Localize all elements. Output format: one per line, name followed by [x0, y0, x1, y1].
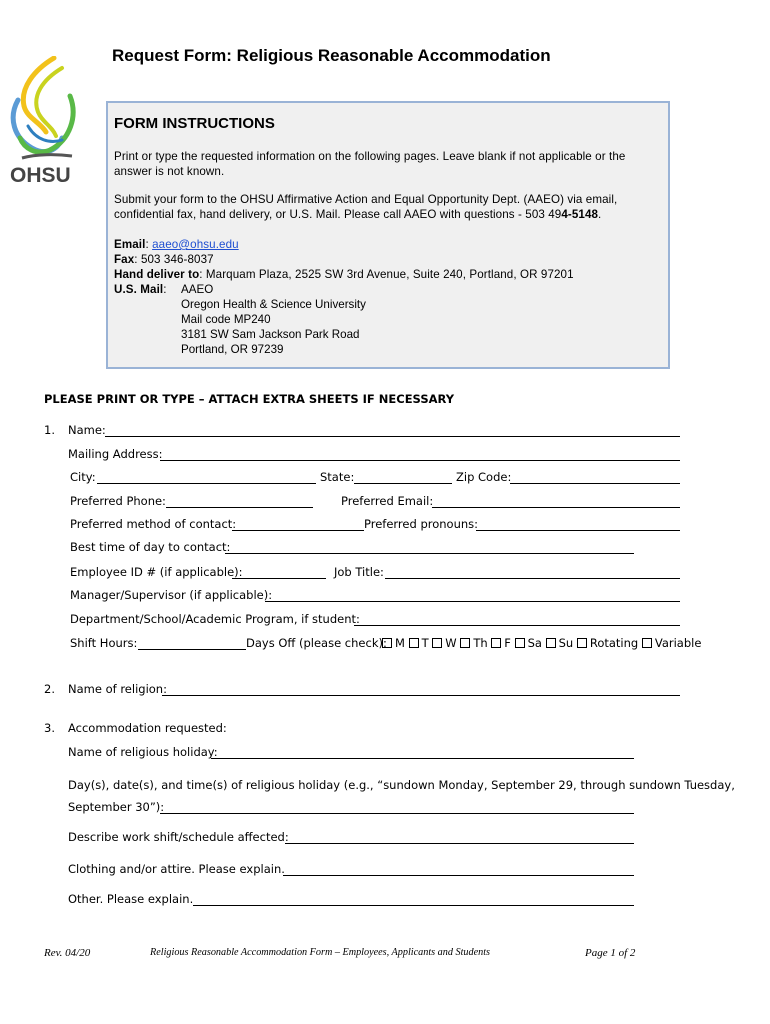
form-title: Request Form: Religious Reasonable Accommodation [112, 46, 551, 65]
day-label: Th [473, 636, 488, 650]
day-checkbox-th[interactable] [460, 636, 487, 650]
clothing-label: Clothing and/or attire. Please explain. [68, 862, 285, 876]
holiday-label: Name of religious holiday: [68, 745, 218, 759]
preferred-pronouns-field[interactable] [476, 530, 680, 531]
accommodation-label: Accommodation requested: [68, 721, 227, 735]
holiday-dates-field[interactable] [160, 813, 634, 814]
day-label: M [395, 636, 405, 650]
shift-hours-field[interactable] [138, 649, 246, 650]
day-checkbox-su[interactable] [546, 636, 574, 650]
name-label: Name: [68, 423, 106, 437]
preferred-email-label: Preferred Email: [341, 494, 434, 508]
email-link[interactable]: aaeo@ohsu.edu [152, 238, 239, 251]
section-heading: PLEASE PRINT OR TYPE – ATTACH EXTRA SHEETS IF NECESSARY [44, 392, 455, 406]
hand-deliver-value: Marquam Plaza, 2525 SW 3rd Avenue, Suite 240, Portland, OR 97201 [205, 268, 574, 281]
fax-label: Fax [114, 253, 135, 266]
footer-revision: Rev. 04/20 [44, 947, 91, 959]
clothing-field[interactable] [283, 875, 634, 876]
department-field[interactable] [354, 625, 680, 626]
fax-line: Fax: 503 346-8037 [114, 253, 214, 266]
days-off-options [382, 636, 701, 650]
day-checkbox-f[interactable] [491, 636, 511, 650]
preferred-contact-field[interactable] [232, 530, 364, 531]
other-label: Other. Please explain. [68, 892, 194, 906]
day-checkbox-variable[interactable] [642, 636, 702, 650]
day-checkbox-rotating[interactable] [577, 636, 638, 650]
instructions-para-2 [114, 192, 662, 222]
logo-text: OHSU [10, 164, 71, 187]
shift-hours-label: Shift Hours: [70, 636, 138, 650]
best-time-field[interactable] [225, 553, 634, 554]
employee-id-field[interactable] [232, 578, 326, 579]
mail-label: U.S. Mail [114, 283, 164, 296]
checkbox-icon [546, 638, 556, 648]
checkbox-icon [642, 638, 652, 648]
day-label: Sa [527, 636, 542, 650]
footer-page-number: Page 1 of 2 [585, 947, 636, 959]
instructions-para-1: Print or type the requested information on the following pages. Leave blank if not applicable or the answer is not known. [114, 150, 626, 178]
footer-title: Religious Reasonable Accommodation Form – Employees, Applicants and Students [150, 947, 491, 958]
hand-deliver-label: Hand deliver to [114, 268, 200, 281]
state-label: State: [320, 470, 355, 484]
email-label: Email [114, 238, 146, 251]
holiday-field[interactable] [211, 758, 634, 759]
employee-id-label: Employee ID # (if applicable): [70, 565, 243, 579]
q1-number: 1. [44, 423, 55, 437]
para-2-phone-bold: 4-5148 [561, 208, 599, 221]
city-field[interactable] [97, 483, 316, 484]
state-field[interactable] [354, 483, 452, 484]
manager-field[interactable] [265, 601, 680, 602]
preferred-phone-field[interactable] [166, 507, 313, 508]
manager-label: Manager/Supervisor (if applicable): [70, 588, 273, 602]
checkbox-icon [577, 638, 587, 648]
day-label: Su [558, 636, 574, 650]
preferred-contact-label: Preferred method of contact: [70, 517, 237, 531]
instructions-heading: FORM INSTRUCTIONS [114, 115, 275, 132]
q2-number: 2. [44, 682, 55, 696]
checkbox-icon [409, 638, 419, 648]
para-2-end: . [598, 208, 602, 221]
holiday-dates-label-line2: September 30”): [68, 800, 165, 814]
para-2-text: Submit your form to the OHSU Affirmative Action and Equal Opportunity Dept. (AAEO) via email, confidential fax, hand delivery, or U.S. Mail. Please call AAEO with questions - 503 49 [114, 193, 618, 221]
day-checkbox-sa[interactable] [515, 636, 542, 650]
checkbox-icon [460, 638, 470, 648]
other-field[interactable] [193, 905, 634, 906]
best-time-label: Best time of day to contact: [70, 540, 231, 554]
checkbox-icon [491, 638, 501, 648]
zip-field[interactable] [510, 483, 680, 484]
city-label: City: [70, 470, 96, 484]
mail-line: 3181 SW Sam Jackson Park Road [181, 328, 360, 341]
name-field[interactable] [105, 436, 680, 437]
day-checkbox-t[interactable] [409, 636, 429, 650]
mail-label-line: U.S. Mail: [114, 283, 167, 296]
department-label: Department/School/Academic Program, if student: [70, 612, 360, 626]
day-label: Variable [654, 636, 702, 650]
work-shift-label: Describe work shift/schedule affected: [68, 830, 289, 844]
day-label: Rotating [589, 636, 639, 650]
email-line: Email: aaeo@ohsu.edu [114, 238, 239, 251]
mail-line: AAEO [181, 283, 214, 296]
preferred-pronouns-label: Preferred pronouns: [364, 517, 479, 531]
days-off-label: Days Off (please check): [246, 636, 387, 650]
job-title-label: Job Title: [334, 565, 384, 579]
instructions-box [106, 101, 670, 369]
day-label: W [445, 636, 457, 650]
hand-deliver-line: Hand deliver to: Marquam Plaza, 2525 SW 3rd Avenue, Suite 240, Portland, OR 97201 [114, 268, 574, 281]
mailing-address-field[interactable] [160, 460, 680, 461]
holiday-dates-label-line1: Day(s), date(s), and time(s) of religious holiday (e.g., “sundown Monday, September 29, through sundown Tuesday, [68, 778, 735, 792]
mail-line: Portland, OR 97239 [181, 343, 284, 356]
preferred-phone-label: Preferred Phone: [70, 494, 166, 508]
work-shift-field[interactable] [285, 843, 634, 844]
preferred-email-field[interactable] [432, 507, 680, 508]
zip-label: Zip Code: [456, 470, 512, 484]
ohsu-logo [6, 56, 78, 190]
q3-number: 3. [44, 721, 55, 735]
mail-line: Oregon Health & Science University [181, 298, 366, 311]
day-checkbox-m[interactable] [382, 636, 405, 650]
checkbox-icon [382, 638, 392, 648]
checkbox-icon [432, 638, 442, 648]
day-checkbox-w[interactable] [432, 636, 456, 650]
religion-field[interactable] [162, 695, 680, 696]
fax-value: 503 346-8037 [140, 253, 214, 266]
day-label: T [421, 636, 429, 650]
job-title-field[interactable] [385, 578, 680, 579]
mail-line: Mail code MP240 [181, 313, 271, 326]
religion-label: Name of religion: [68, 682, 167, 696]
mailing-address-label: Mailing Address: [68, 447, 163, 461]
checkbox-icon [515, 638, 525, 648]
day-label: F [504, 636, 511, 650]
